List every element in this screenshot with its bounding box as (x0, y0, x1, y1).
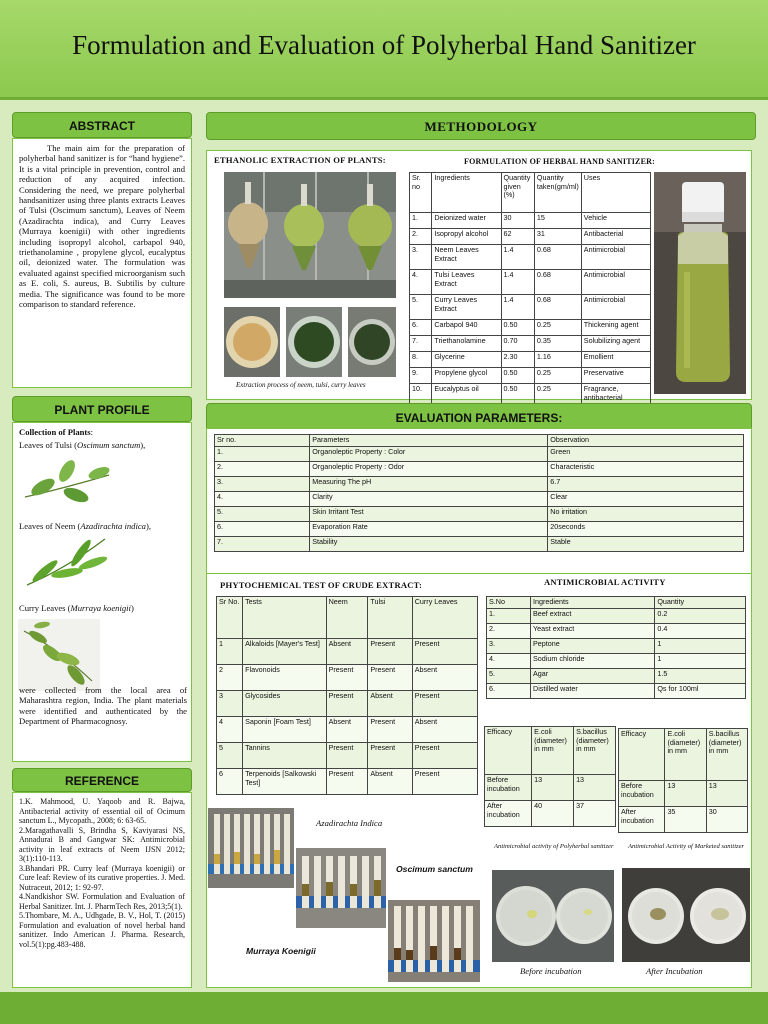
formulation-row (410, 245, 651, 270)
table-cell: Present (412, 691, 477, 717)
table-cell: 6 (217, 769, 243, 795)
formulation-row (410, 320, 651, 336)
table-cell: 5. (215, 506, 310, 521)
table-cell: Terpenoids [Salkowski Test] (243, 769, 327, 795)
table-cell: Present (368, 717, 412, 743)
table-cell: Propylene glycol (432, 368, 501, 384)
collection-label: Collection of Plants: (19, 427, 93, 437)
table-cell: 4. (487, 653, 531, 668)
media-table (486, 596, 746, 699)
table-cell: Present (368, 665, 412, 691)
label-ocimum: Oscimum sanctum (396, 864, 473, 874)
poly-efficacy-row (485, 801, 616, 827)
table-cell: Curry Leaves Extract (432, 295, 501, 320)
table-cell: Antimicrobial (581, 295, 650, 320)
plant-profile-panel (12, 422, 192, 762)
poly-efficacy-table-wrap (484, 726, 616, 827)
after-incubation-photo (622, 868, 750, 962)
table-header-cell: Sr No. (217, 597, 243, 639)
footer-band (0, 992, 768, 1024)
table-cell: 30 (501, 213, 534, 229)
table-cell: 9. (410, 368, 432, 384)
table-header-cell: Curry Leaves (412, 597, 477, 639)
reference-item: 2.Maragathavalli S, Brindha S, Kaviyarasi NS, Annadurai B and Gangwar SK: Antimicrobial activity in leaf extracts of Neem IJSN 2012; 3(1):110-113. (19, 825, 185, 863)
media-row (487, 638, 746, 653)
table-cell: Green (548, 446, 744, 461)
abstract-heading: ABSTRACT (12, 112, 192, 138)
table-cell: 0.50 (501, 384, 534, 409)
table-cell: 2.30 (501, 352, 534, 368)
table-cell: 0.68 (534, 270, 581, 295)
table-cell: 13 (706, 781, 747, 807)
table-cell: Flavonoids (243, 665, 327, 691)
table-cell: 20seconds (548, 521, 744, 536)
table-header-cell: S.No (487, 597, 531, 609)
table-header-cell: Tests (243, 597, 327, 639)
table-header-cell: E.coli (diameter) in mm (532, 727, 574, 775)
table-header-cell: Neem (326, 597, 368, 639)
table-cell: 13 (665, 781, 706, 807)
table-header-cell: Uses (581, 173, 650, 213)
poster-title: Formulation and Evaluation of Polyherbal Hand Sanitizer (72, 30, 696, 60)
evaluation-table-wrap (214, 434, 744, 552)
table-cell: 30 (706, 807, 747, 833)
poly-efficacy-table (484, 726, 616, 827)
table-cell: 6. (410, 320, 432, 336)
evaluation-table (214, 434, 744, 552)
media-row (487, 653, 746, 668)
abstract-panel (12, 138, 192, 388)
table-cell: Absent (326, 639, 368, 665)
table-header-cell: Observation (548, 435, 744, 447)
table-cell: 1 (655, 653, 746, 668)
table-cell: Absent (368, 691, 412, 717)
table-cell: After incubation (619, 807, 665, 833)
table-cell: 1.16 (534, 352, 581, 368)
evaluation-heading: EVALUATION PARAMETERS: (206, 403, 752, 431)
table-header-cell: Efficacy (485, 727, 532, 775)
test-tubes-photo-1 (208, 808, 294, 888)
table-cell: Fragrance, antibacterial (581, 384, 650, 409)
table-cell: 0.70 (501, 336, 534, 352)
after-incubation-label: After Incubation (646, 966, 703, 976)
table-header-cell: Sr. no (410, 173, 432, 213)
market-efficacy-table (618, 728, 748, 833)
table-cell: 0.25 (534, 320, 581, 336)
tulsi-leaf-image (21, 457, 113, 513)
table-cell: 10. (410, 384, 432, 409)
table-header-cell: Quantity (655, 597, 746, 609)
table-cell: Before incubation (485, 775, 532, 801)
table-cell: Present (368, 639, 412, 665)
table-cell: 5. (410, 295, 432, 320)
table-cell: 3. (487, 638, 531, 653)
table-cell: Present (326, 665, 368, 691)
table-cell: Glycosides (243, 691, 327, 717)
table-cell: Absent (368, 769, 412, 795)
plant-collection-text: were collected from the local area of Maharashtra region, India. The plant materials were identified and authenticated by the Department of Pharmacognosy. (19, 685, 187, 727)
title-banner (0, 0, 768, 100)
table-cell: 37 (574, 801, 616, 827)
table-cell: Present (326, 691, 368, 717)
formulation-table-wrap (409, 172, 651, 409)
table-cell: Distilled water (531, 683, 655, 698)
table-cell: 2 (217, 665, 243, 691)
test-tubes-photo-3 (388, 900, 480, 982)
table-cell: 0.25 (534, 368, 581, 384)
table-cell: 6. (215, 521, 310, 536)
table-header-cell: Ingredients (432, 173, 501, 213)
table-cell: Triethanolamine (432, 336, 501, 352)
formulation-row (410, 270, 651, 295)
table-cell: 0.68 (534, 245, 581, 270)
neem-leaf-image (21, 535, 111, 591)
formulation-row (410, 368, 651, 384)
table-cell: Present (326, 769, 368, 795)
reference-panel (12, 792, 192, 988)
tulsi-line: Leaves of Tulsi (Oscimum sanctum), (19, 440, 146, 451)
table-cell: Clarity (310, 491, 548, 506)
methodology-heading: METHODOLOGY (206, 112, 756, 140)
table-cell: No irritation (548, 506, 744, 521)
table-header-cell: Quantity taken(gm/ml) (534, 173, 581, 213)
formulation-title: FORMULATION OF HERBAL HAND SANITIZER: (464, 157, 655, 166)
table-cell: Absent (326, 717, 368, 743)
table-cell: Emollient (581, 352, 650, 368)
table-header-cell: E.coli (diameter) in mm (665, 729, 706, 781)
table-cell: Organoleptic Property : Odor (310, 461, 548, 476)
evaluation-row (215, 536, 744, 551)
table-cell: 1.5 (655, 668, 746, 683)
media-row (487, 668, 746, 683)
table-cell: Alkaloids [Mayer's Test] (243, 639, 327, 665)
table-cell: 13 (574, 775, 616, 801)
table-cell: Neem Leaves Extract (432, 245, 501, 270)
table-cell: 2. (487, 623, 531, 638)
poly-efficacy-row (485, 775, 616, 801)
table-header-cell: Sr no. (215, 435, 310, 447)
table-cell: Yeast extract (531, 623, 655, 638)
formulation-row (410, 352, 651, 368)
table-cell: Present (412, 639, 477, 665)
table-cell: Agar (531, 668, 655, 683)
table-cell: 31 (534, 229, 581, 245)
sanitizer-bottle-photo (654, 172, 746, 394)
reference-item: 1.K. Mahmood, U. Yaqoob and R. Bajwa, Antibacterial activity of essential oil of Ocimum sanctum L., Mycopath., 2008; 6: 63-65. (19, 797, 185, 825)
table-cell: Eucalyptus oil (432, 384, 501, 409)
table-cell: 35 (665, 807, 706, 833)
table-cell: Glycerine (432, 352, 501, 368)
table-cell: 15 (534, 213, 581, 229)
table-cell: Antibacterial (581, 229, 650, 245)
table-cell: 3. (215, 476, 310, 491)
table-cell: 7. (410, 336, 432, 352)
table-cell: Tannins (243, 743, 327, 769)
reference-heading: REFERENCE (12, 768, 192, 792)
label-azadirachta: Azadirachta Indica (316, 818, 383, 828)
label-murraya: Murraya Koenigii (246, 946, 316, 956)
table-cell: Before incubation (619, 781, 665, 807)
table-cell: Skin Irritant Test (310, 506, 548, 521)
table-cell: 1. (215, 446, 310, 461)
formulation-row (410, 295, 651, 320)
formulation-row (410, 229, 651, 245)
phytochemical-table (216, 596, 478, 795)
table-cell: Absent (412, 665, 477, 691)
extraction-apparatus-photo (224, 172, 396, 298)
market-caption: Antimicrobial Activity of Marketed sanitizer (628, 843, 745, 850)
table-cell: Stability (310, 536, 548, 551)
table-cell: Peptone (531, 638, 655, 653)
neem-line: Leaves of Neem (Azadirachta indica), (19, 521, 151, 531)
table-cell: Clear (548, 491, 744, 506)
table-cell: Antimicrobial (581, 245, 650, 270)
phytochemical-row (217, 717, 478, 743)
table-header-cell: Quantity given (%) (501, 173, 534, 213)
extraction-caption: Extraction process of neem, tulsi, curry leaves (236, 381, 366, 389)
formulation-table (409, 172, 651, 409)
evaluation-row (215, 476, 744, 491)
table-cell: Evaporation Rate (310, 521, 548, 536)
phytochemical-row (217, 769, 478, 795)
reference-item: 3.Bhandari PR. Curry leaf (Murraya koenigii) or Cure leaf: Review of its curative properties. J. Med. Nutraceut, 2012; 1: 92-97. (19, 863, 185, 892)
table-cell: Characteristic (548, 461, 744, 476)
table-header-cell: Tulsi (368, 597, 412, 639)
table-cell: 8. (410, 352, 432, 368)
table-header-cell: Efficacy (619, 729, 665, 781)
table-cell: 1. (487, 608, 531, 623)
abstract-text: The main aim for the preparation of polyherbal hand sanitizer is for “hand hygiene”. It is a vital principle in prevention, control and reduction of any acquired infection. Considering the need, we prepare polyherbal handsanitizer using three plants extracts Leaves of Tulsi (Oscimum sanctum), Leaves of Neem (Azadirachta indica), and Curry Leaves (Murraya koenigii) with other ingredients including isopropyl alcohol, carbapol 940, triethanolamine , propylene glycol, eucalyptus oil, deionized water. The formulation was evaluated against specified microorganism such as E. coli, S. aureus, B. Subtilis by culture media. The significance was found to be more comparison to standard reference. (19, 143, 185, 310)
table-cell: Preservative (581, 368, 650, 384)
table-cell: Present (368, 743, 412, 769)
table-cell: Saponin [Foam Test] (243, 717, 327, 743)
table-cell: Tulsi Leaves Extract (432, 270, 501, 295)
table-cell: 3 (217, 691, 243, 717)
evaluation-row (215, 506, 744, 521)
table-cell: Vehicle (581, 213, 650, 229)
table-cell: Beef extract (531, 608, 655, 623)
table-header-cell: Parameters (310, 435, 548, 447)
before-incubation-label: Before incubation (520, 966, 582, 976)
media-row (487, 623, 746, 638)
table-cell: Thickening agent (581, 320, 650, 336)
test-tubes-photo-2 (296, 848, 386, 928)
table-cell: 0.4 (655, 623, 746, 638)
table-cell: 0.50 (501, 320, 534, 336)
table-cell: Deionized water (432, 213, 501, 229)
table-cell: 7. (215, 536, 310, 551)
reference-item: 4.Nandkishor SW. Formulation and Evaluation of Herbal Sanitizer. Int. J. PharmTech Res, 2013;5(1). (19, 892, 185, 911)
table-header-cell: Ingredients (531, 597, 655, 609)
evaluation-row (215, 446, 744, 461)
table-cell: 40 (532, 801, 574, 827)
table-cell: 4. (410, 270, 432, 295)
formulation-row (410, 336, 651, 352)
table-cell: 62 (501, 229, 534, 245)
media-row (487, 608, 746, 623)
media-table-wrap (486, 596, 746, 699)
table-header-cell: S.bacillus (diameter) in mm (706, 729, 747, 781)
table-cell: 1. (410, 213, 432, 229)
table-cell: 1.4 (501, 270, 534, 295)
table-cell: 0.2 (655, 608, 746, 623)
table-cell: Solubilizing agent (581, 336, 650, 352)
plant-profile-heading: PLANT PROFILE (12, 396, 192, 422)
extract-petri-dish-3 (348, 307, 396, 377)
table-cell: Present (326, 743, 368, 769)
phytochemical-row (217, 665, 478, 691)
phytochemical-row (217, 691, 478, 717)
table-cell: 1 (655, 638, 746, 653)
table-cell: 1.4 (501, 295, 534, 320)
table-cell: 0.68 (534, 295, 581, 320)
table-cell: Sodium chloride (531, 653, 655, 668)
reference-item: 5.Thombare, M. A., Udhgade, B. V., Hol, T. (2015) Formulation and evaluation of novel herbal hand sanitizer. Indo American J. Pharma. Research, vol.5(1):pg.483-488. (19, 911, 185, 949)
market-efficacy-table-wrap (618, 728, 748, 833)
table-cell: 0.25 (534, 384, 581, 409)
table-cell: 5 (217, 743, 243, 769)
market-efficacy-row (619, 807, 748, 833)
phytochemical-row (217, 639, 478, 665)
table-cell: 4. (215, 491, 310, 506)
table-cell: Absent (412, 717, 477, 743)
phytochemical-row (217, 743, 478, 769)
phytochemical-title: PHYTOCHEMICAL TEST OF CRUDE EXTRACT: (220, 580, 423, 590)
curry-leaf-image (18, 619, 100, 691)
table-cell: Isopropyl alcohol (432, 229, 501, 245)
table-header-cell: S.bacillus (diameter) in mm (574, 727, 616, 775)
curry-line: Curry Leaves (Murraya koenigii) (19, 603, 134, 613)
table-cell: 0.50 (501, 368, 534, 384)
table-cell: Organoleptic Property : Color (310, 446, 548, 461)
extraction-title: ETHANOLIC EXTRACTION OF PLANTS: (214, 155, 386, 165)
market-efficacy-row (619, 781, 748, 807)
table-cell: 4 (217, 717, 243, 743)
table-cell: 0.35 (534, 336, 581, 352)
table-cell: 6. (487, 683, 531, 698)
extract-petri-dish-2 (286, 307, 342, 377)
table-cell: Antimicrobial (581, 270, 650, 295)
table-cell: 3. (410, 245, 432, 270)
table-cell: Present (412, 769, 477, 795)
evaluation-row (215, 521, 744, 536)
table-cell: 2. (410, 229, 432, 245)
table-cell: 1.4 (501, 245, 534, 270)
poly-caption: Antimicrobial activity of Polyherbal sanitizer (494, 843, 614, 850)
table-cell: Qs for 100ml (655, 683, 746, 698)
evaluation-row (215, 461, 744, 476)
extract-petri-dish-1 (224, 307, 280, 377)
table-cell: 1 (217, 639, 243, 665)
evaluation-row (215, 491, 744, 506)
table-cell: 6.7 (548, 476, 744, 491)
table-cell: Carbapol 940 (432, 320, 501, 336)
table-cell: Stable (548, 536, 744, 551)
table-cell: Measuring The pH (310, 476, 548, 491)
table-cell: Present (412, 743, 477, 769)
formulation-row (410, 213, 651, 229)
before-incubation-photo (492, 870, 614, 962)
table-cell: 2. (215, 461, 310, 476)
table-cell: 13 (532, 775, 574, 801)
antimicrobial-title: ANTIMICROBIAL ACTIVITY (544, 577, 666, 587)
media-row (487, 683, 746, 698)
phytochemical-table-wrap (216, 596, 478, 795)
table-cell: 5. (487, 668, 531, 683)
table-cell: After incubation (485, 801, 532, 827)
